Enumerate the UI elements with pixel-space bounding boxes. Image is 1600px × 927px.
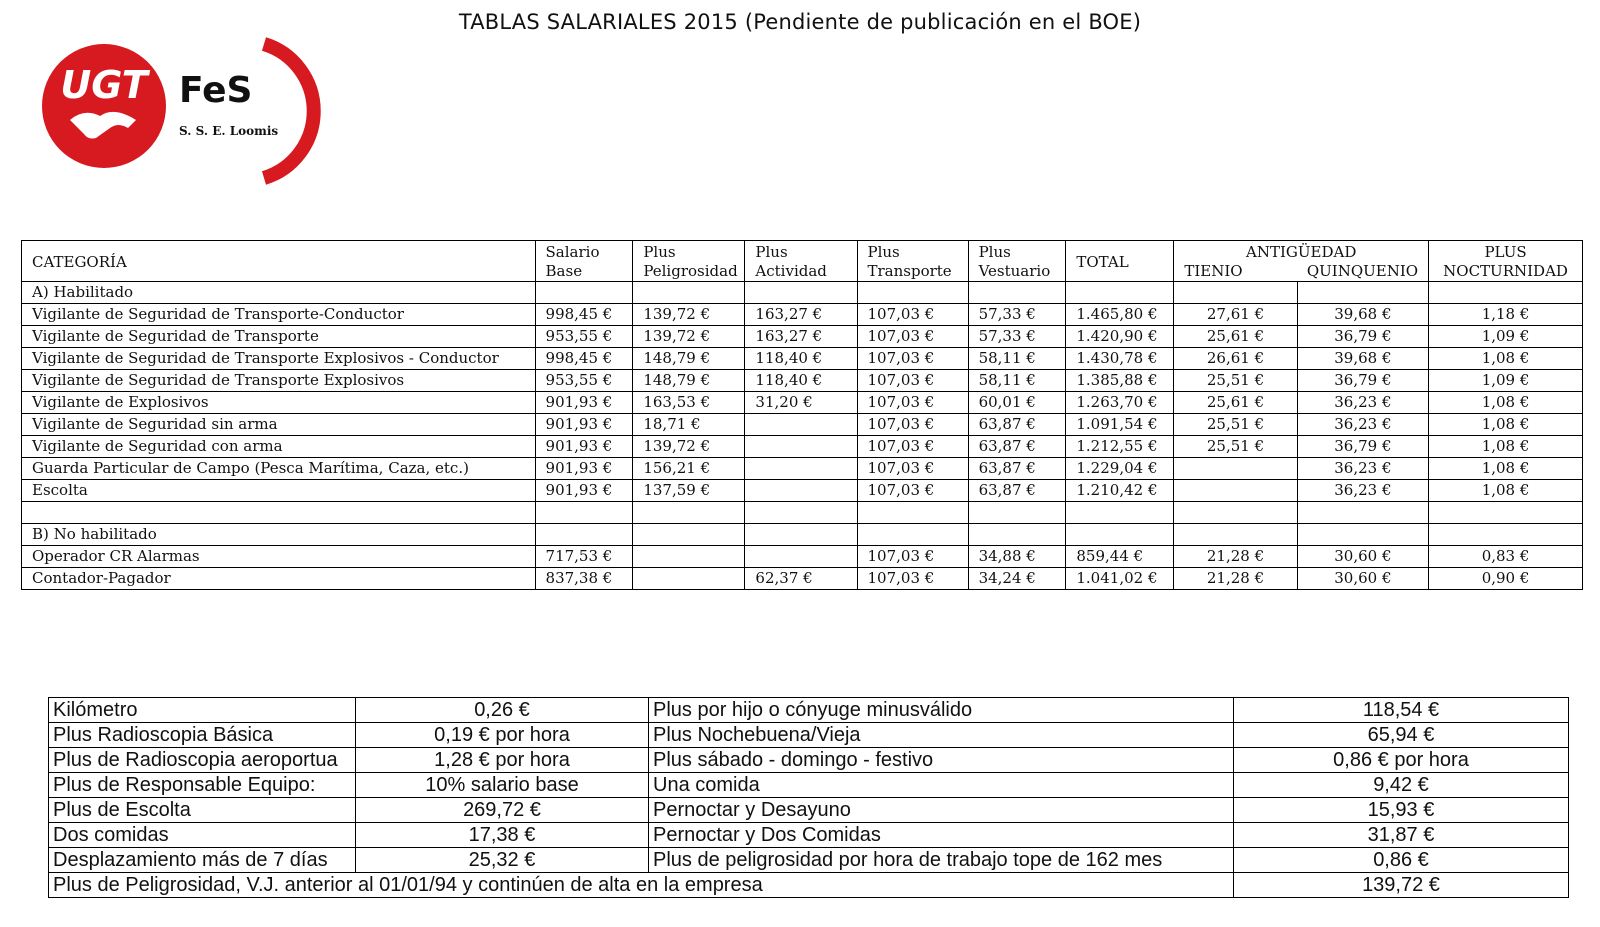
cell-quinquenio: 36,23 € xyxy=(1297,392,1428,414)
empty-cell xyxy=(745,524,857,546)
empty-cell xyxy=(535,524,633,546)
cell-quinquenio: 39,68 € xyxy=(1297,304,1428,326)
cell-categoria: Contador-Pagador xyxy=(22,568,536,590)
cell-plus-peligrosidad: 139,72 € xyxy=(633,436,745,458)
cell-total: 1.385,88 € xyxy=(1066,370,1174,392)
concept-value: 269,72 € xyxy=(356,798,649,823)
section-label: B) No habilitado xyxy=(22,524,536,546)
cell-salario-base: 717,53 € xyxy=(535,546,633,568)
cell-plus-vestuario: 57,33 € xyxy=(968,326,1066,348)
cell-quinquenio: 36,79 € xyxy=(1297,326,1428,348)
concept-value: 139,72 € xyxy=(1234,873,1569,898)
cell-plus-peligrosidad xyxy=(633,568,745,590)
empty-cell xyxy=(1066,524,1174,546)
concept-label: Pernoctar y Desayuno xyxy=(649,798,1234,823)
table-row xyxy=(22,568,1583,590)
concept-label: Plus de peligrosidad por hora de trabajo tope de 162 mes xyxy=(649,848,1234,873)
cell-plus-nocturnidad: 0,83 € xyxy=(1429,546,1583,568)
logo-fes-text: FeS xyxy=(179,70,253,111)
cell-plus-vestuario: 34,24 € xyxy=(968,568,1066,590)
concept-label: Plus de Radioscopia aeroportua xyxy=(49,748,356,773)
cell-plus-nocturnidad: 1,08 € xyxy=(1429,480,1583,502)
concept-label: Una comida xyxy=(649,773,1234,798)
cell-total: 1.212,55 € xyxy=(1066,436,1174,458)
empty-cell xyxy=(857,282,968,304)
table-row xyxy=(22,436,1583,458)
header-row xyxy=(22,241,1583,282)
concept-value: 0,86 € por hora xyxy=(1234,748,1569,773)
empty-cell xyxy=(1297,524,1428,546)
empty-cell xyxy=(1297,282,1428,304)
empty-cell xyxy=(535,502,633,524)
empty-cell xyxy=(745,502,857,524)
empty-cell xyxy=(633,524,745,546)
cell-total: 1.465,80 € xyxy=(1066,304,1174,326)
cell-salario-base: 901,93 € xyxy=(535,436,633,458)
cell-categoria: Vigilante de Explosivos xyxy=(22,392,536,414)
cell-plus-transporte: 107,03 € xyxy=(857,326,968,348)
cell-plus-transporte: 107,03 € xyxy=(857,546,968,568)
concept-label: Plus de Peligrosidad, V.J. anterior al 01/01/94 y continúen de alta en la empresa xyxy=(49,873,1234,898)
concept-value: 25,32 € xyxy=(356,848,649,873)
cell-plus-nocturnidad: 1,18 € xyxy=(1429,304,1583,326)
cell-tienio: 25,51 € xyxy=(1174,370,1297,392)
empty-cell xyxy=(535,282,633,304)
concept-value: 31,87 € xyxy=(1234,823,1569,848)
cell-total: 1.091,54 € xyxy=(1066,414,1174,436)
cell-tienio xyxy=(1174,480,1297,502)
cell-plus-peligrosidad: 148,79 € xyxy=(633,370,745,392)
extras-last-row xyxy=(49,873,1569,898)
empty-cell xyxy=(22,502,536,524)
empty-cell xyxy=(745,282,857,304)
cell-salario-base: 901,93 € xyxy=(535,414,633,436)
cell-categoria: Vigilante de Seguridad de Transporte-Conductor xyxy=(22,304,536,326)
cell-plus-actividad xyxy=(745,480,857,502)
cell-plus-vestuario: 60,01 € xyxy=(968,392,1066,414)
cell-plus-actividad: 62,37 € xyxy=(745,568,857,590)
table-row xyxy=(22,326,1583,348)
cell-salario-base: 953,55 € xyxy=(535,370,633,392)
cell-categoria: Vigilante de Seguridad con arma xyxy=(22,436,536,458)
empty-cell xyxy=(1429,524,1583,546)
cell-plus-transporte: 107,03 € xyxy=(857,480,968,502)
cell-plus-vestuario: 58,11 € xyxy=(968,348,1066,370)
concept-value: 0,86 € xyxy=(1234,848,1569,873)
cell-categoria: Guarda Particular de Campo (Pesca Marítima, Caza, etc.) xyxy=(22,458,536,480)
cell-categoria: Vigilante de Seguridad de Transporte xyxy=(22,326,536,348)
cell-plus-nocturnidad: 1,08 € xyxy=(1429,348,1583,370)
cell-total: 859,44 € xyxy=(1066,546,1174,568)
cell-plus-vestuario: 58,11 € xyxy=(968,370,1066,392)
cell-plus-nocturnidad: 1,09 € xyxy=(1429,370,1583,392)
empty-cell xyxy=(633,282,745,304)
concept-value: 9,42 € xyxy=(1234,773,1569,798)
empty-cell xyxy=(1174,502,1297,524)
cell-plus-transporte: 107,03 € xyxy=(857,458,968,480)
cell-total: 1.041,02 € xyxy=(1066,568,1174,590)
cell-plus-nocturnidad: 1,08 € xyxy=(1429,458,1583,480)
concept-value: 17,38 € xyxy=(356,823,649,848)
spacer-row xyxy=(22,502,1583,524)
empty-cell xyxy=(1066,282,1174,304)
cell-plus-actividad: 31,20 € xyxy=(745,392,857,414)
cell-plus-vestuario: 57,33 € xyxy=(968,304,1066,326)
cell-total: 1.229,04 € xyxy=(1066,458,1174,480)
cell-total: 1.430,78 € xyxy=(1066,348,1174,370)
cell-total: 1.263,70 € xyxy=(1066,392,1174,414)
cell-plus-actividad xyxy=(745,436,857,458)
cell-quinquenio: 36,23 € xyxy=(1297,414,1428,436)
cell-plus-nocturnidad: 1,08 € xyxy=(1429,392,1583,414)
cell-plus-peligrosidad: 148,79 € xyxy=(633,348,745,370)
cell-tienio xyxy=(1174,458,1297,480)
cell-plus-actividad: 163,27 € xyxy=(745,326,857,348)
cell-plus-nocturnidad: 1,08 € xyxy=(1429,414,1583,436)
cell-tienio: 21,28 € xyxy=(1174,568,1297,590)
cell-plus-transporte: 107,03 € xyxy=(857,392,968,414)
cell-quinquenio: 39,68 € xyxy=(1297,348,1428,370)
cell-salario-base: 901,93 € xyxy=(535,458,633,480)
concept-label: Desplazamiento más de 7 días xyxy=(49,848,356,873)
cell-quinquenio: 36,23 € xyxy=(1297,480,1428,502)
cell-quinquenio: 36,79 € xyxy=(1297,370,1428,392)
cell-total: 1.210,42 € xyxy=(1066,480,1174,502)
ugt-fes-logo xyxy=(36,36,336,186)
cell-plus-nocturnidad: 1,08 € xyxy=(1429,436,1583,458)
cell-plus-transporte: 107,03 € xyxy=(857,568,968,590)
cell-plus-actividad: 118,40 € xyxy=(745,348,857,370)
concept-value: 0,19 € por hora xyxy=(356,723,649,748)
header-quinquenio: QUINQUENIO xyxy=(1306,262,1419,280)
header-plus-peligrosidad: Plus Peligrosidad xyxy=(633,241,745,282)
cell-plus-vestuario: 63,87 € xyxy=(968,458,1066,480)
cell-salario-base: 901,93 € xyxy=(535,480,633,502)
extras-row xyxy=(49,748,1569,773)
cell-plus-actividad: 118,40 € xyxy=(745,370,857,392)
cell-plus-peligrosidad: 163,53 € xyxy=(633,392,745,414)
cell-quinquenio: 30,60 € xyxy=(1297,546,1428,568)
extras-row xyxy=(49,723,1569,748)
cell-plus-peligrosidad: 139,72 € xyxy=(633,326,745,348)
cell-tienio: 26,61 € xyxy=(1174,348,1297,370)
concept-label: Plus sábado - domingo - festivo xyxy=(649,748,1234,773)
empty-cell xyxy=(857,502,968,524)
cell-plus-nocturnidad: 1,09 € xyxy=(1429,326,1583,348)
cell-plus-transporte: 107,03 € xyxy=(857,370,968,392)
header-plus-actividad: Plus Actividad xyxy=(745,241,857,282)
section-a-row xyxy=(22,282,1583,304)
cell-plus-vestuario: 34,88 € xyxy=(968,546,1066,568)
header-tienio: TIENIO xyxy=(1184,262,1243,280)
cell-categoria: Escolta xyxy=(22,480,536,502)
empty-cell xyxy=(1429,502,1583,524)
table-row xyxy=(22,546,1583,568)
table-row xyxy=(22,414,1583,436)
header-categoria: CATEGORÍA xyxy=(22,241,536,282)
cell-tienio: 27,61 € xyxy=(1174,304,1297,326)
cell-plus-peligrosidad: 139,72 € xyxy=(633,304,745,326)
logo-graphic xyxy=(36,36,336,186)
concept-value: 1,28 € por hora xyxy=(356,748,649,773)
cell-quinquenio: 30,60 € xyxy=(1297,568,1428,590)
cell-plus-actividad: 163,27 € xyxy=(745,304,857,326)
concept-label: Plus Nochebuena/Vieja xyxy=(649,723,1234,748)
page-title: TABLAS SALARIALES 2015 (Pendiente de publicación en el BOE) xyxy=(458,10,1142,34)
cell-salario-base: 998,45 € xyxy=(535,348,633,370)
cell-salario-base: 837,38 € xyxy=(535,568,633,590)
header-salario-base: Salario Base xyxy=(535,241,633,282)
logo-subtitle-text: S. S. E. Loomis xyxy=(179,124,279,138)
cell-categoria: Vigilante de Seguridad sin arma xyxy=(22,414,536,436)
table-row xyxy=(22,392,1583,414)
extras-row xyxy=(49,823,1569,848)
cell-plus-vestuario: 63,87 € xyxy=(968,414,1066,436)
empty-cell xyxy=(857,524,968,546)
extras-table xyxy=(48,697,1569,898)
section-label: A) Habilitado xyxy=(22,282,536,304)
empty-cell xyxy=(968,282,1066,304)
concept-label: Dos comidas xyxy=(49,823,356,848)
cell-plus-peligrosidad: 137,59 € xyxy=(633,480,745,502)
concept-label: Pernoctar y Dos Comidas xyxy=(649,823,1234,848)
header-antiguedad: ANTIGÜEDAD TIENIO QUINQUENIO xyxy=(1174,241,1429,282)
table-row xyxy=(22,480,1583,502)
cell-tienio: 25,61 € xyxy=(1174,392,1297,414)
cell-plus-transporte: 107,03 € xyxy=(857,436,968,458)
cell-quinquenio: 36,23 € xyxy=(1297,458,1428,480)
cell-plus-vestuario: 63,87 € xyxy=(968,480,1066,502)
cell-plus-actividad xyxy=(745,546,857,568)
cell-tienio: 25,51 € xyxy=(1174,436,1297,458)
concept-label: Plus de Responsable Equipo: xyxy=(49,773,356,798)
header-total: TOTAL xyxy=(1066,241,1174,282)
cell-plus-nocturnidad: 0,90 € xyxy=(1429,568,1583,590)
cell-salario-base: 953,55 € xyxy=(535,326,633,348)
empty-cell xyxy=(1429,282,1583,304)
extras-row xyxy=(49,698,1569,723)
salary-table xyxy=(21,240,1583,590)
concept-value: 0,26 € xyxy=(356,698,649,723)
cell-categoria: Vigilante de Seguridad de Transporte Explosivos xyxy=(22,370,536,392)
cell-plus-peligrosidad xyxy=(633,546,745,568)
extras-row xyxy=(49,798,1569,823)
table-row xyxy=(22,370,1583,392)
empty-cell xyxy=(1174,282,1297,304)
logo-ugt-text: UGT xyxy=(60,63,148,107)
cell-plus-transporte: 107,03 € xyxy=(857,348,968,370)
cell-categoria: Vigilante de Seguridad de Transporte Explosivos - Conductor xyxy=(22,348,536,370)
concept-label: Plus Radioscopia Básica xyxy=(49,723,356,748)
extras-row xyxy=(49,848,1569,873)
cell-plus-vestuario: 63,87 € xyxy=(968,436,1066,458)
table-row xyxy=(22,458,1583,480)
cell-plus-peligrosidad: 18,71 € xyxy=(633,414,745,436)
table-row xyxy=(22,304,1583,326)
concept-label: Kilómetro xyxy=(49,698,356,723)
concept-value: 65,94 € xyxy=(1234,723,1569,748)
cell-plus-actividad xyxy=(745,458,857,480)
empty-cell xyxy=(1297,502,1428,524)
empty-cell xyxy=(968,524,1066,546)
empty-cell xyxy=(633,502,745,524)
header-plus-transporte: Plus Transporte xyxy=(857,241,968,282)
concept-value: 15,93 € xyxy=(1234,798,1569,823)
header-plus-nocturnidad: PLUS NOCTURNIDAD xyxy=(1429,241,1583,282)
concept-value: 118,54 € xyxy=(1234,698,1569,723)
concept-label: Plus de Escolta xyxy=(49,798,356,823)
cell-total: 1.420,90 € xyxy=(1066,326,1174,348)
empty-cell xyxy=(1066,502,1174,524)
header-plus-vestuario: Plus Vestuario xyxy=(968,241,1066,282)
cell-tienio: 21,28 € xyxy=(1174,546,1297,568)
cell-tienio: 25,51 € xyxy=(1174,414,1297,436)
cell-plus-peligrosidad: 156,21 € xyxy=(633,458,745,480)
cell-salario-base: 901,93 € xyxy=(535,392,633,414)
cell-plus-actividad xyxy=(745,414,857,436)
extras-row xyxy=(49,773,1569,798)
cell-salario-base: 998,45 € xyxy=(535,304,633,326)
cell-plus-transporte: 107,03 € xyxy=(857,304,968,326)
concept-value: 10% salario base xyxy=(356,773,649,798)
section-b-row xyxy=(22,524,1583,546)
empty-cell xyxy=(968,502,1066,524)
cell-categoria: Operador CR Alarmas xyxy=(22,546,536,568)
table-row xyxy=(22,348,1583,370)
cell-quinquenio: 36,79 € xyxy=(1297,436,1428,458)
concept-label: Plus por hijo o cónyuge minusválido xyxy=(649,698,1234,723)
empty-cell xyxy=(1174,524,1297,546)
cell-tienio: 25,61 € xyxy=(1174,326,1297,348)
cell-plus-transporte: 107,03 € xyxy=(857,414,968,436)
